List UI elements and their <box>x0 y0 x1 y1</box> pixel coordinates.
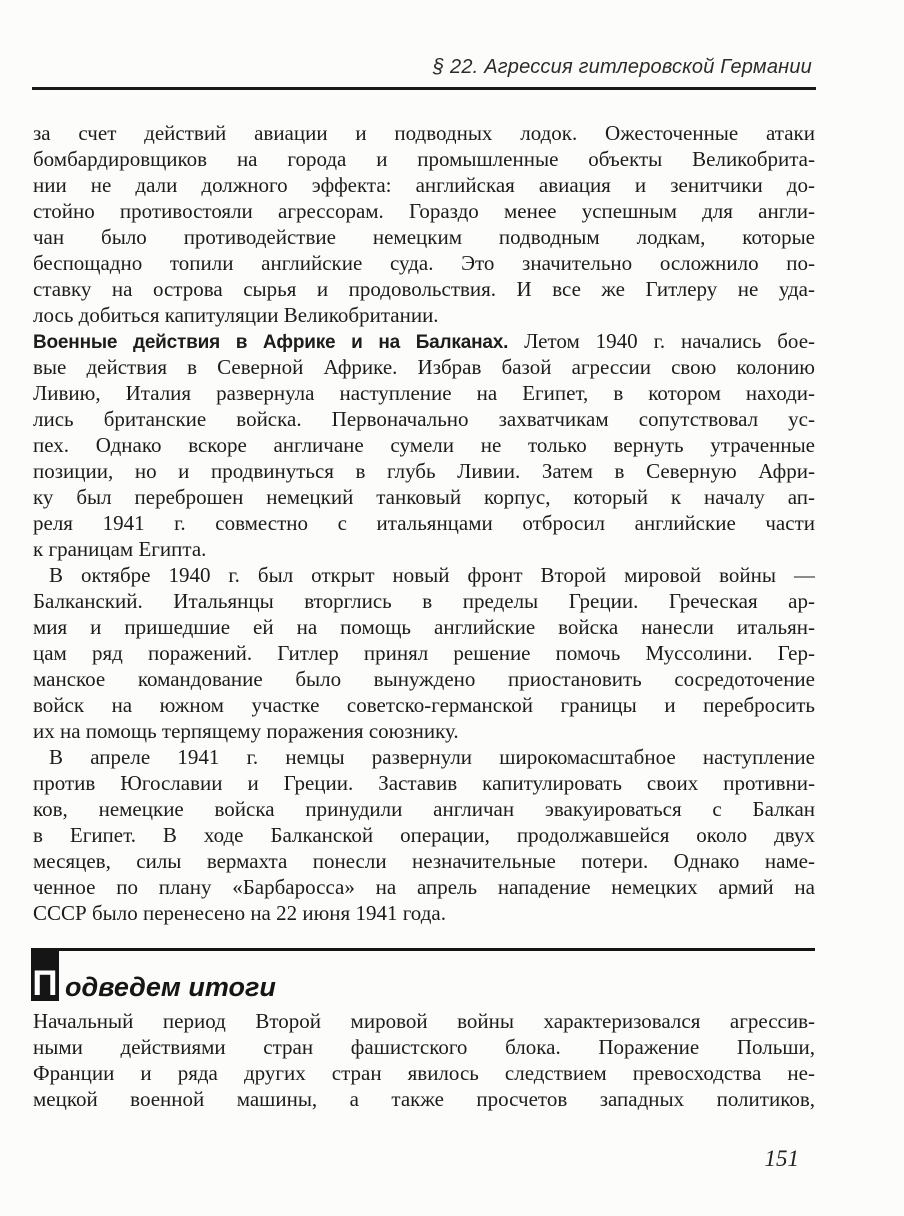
summary-rule <box>31 948 815 951</box>
text-line: месяцев, силы вермахта понесли незначительные потери. Однако наме- <box>33 849 815 873</box>
summary-heading: одведем итоги <box>65 972 276 1002</box>
text-line: ставку на острова сырья и продовольствия. И все же Гитлеру не уда- <box>33 277 815 301</box>
text-line: стойно противостояли агрессорам. Гораздо менее успешным для англи- <box>33 199 815 223</box>
text-line: бомбардировщиков на города и промышленные объекты Великобрита- <box>33 147 815 171</box>
text-line: СССР было перенесено на 22 июня 1941 года. <box>33 901 446 925</box>
text-line: нии не дали должного эффекта: английская авиация и зенитчики до- <box>33 173 815 197</box>
text-line: ченное по плану «Барбаросса» на апрель нападение немецких армий на <box>33 875 815 899</box>
text-line: В октябре 1940 г. был открыт новый фронт Второй мировой войны — <box>49 563 815 587</box>
text-segment: Летом 1940 г. начались бое- <box>524 329 815 353</box>
text-line: вые действия в Северной Африке. Избрав базой агрессии свою колонию <box>33 355 815 379</box>
header-rule <box>32 87 816 90</box>
paragraph-2 <box>33 328 815 562</box>
run-in-subheading: Военные действия в Африке и на Балканах. <box>33 332 509 353</box>
text-line: в Египет. В ходе Балканской операции, продолжавшейся около двух <box>33 823 815 847</box>
text-line: ков, немецкие войска принудили англичан эвакуироваться с Балкан <box>33 797 815 821</box>
body-text <box>33 120 815 926</box>
text-line: ку был переброшен немецкий танковый корпус, который к началу ап- <box>33 485 815 509</box>
text-line: Франции и ряда других стран явилось следствием превосходства не- <box>33 1061 815 1085</box>
text-line: позиции, но и продвинуться в глубь Ливии. Затем в Северную Афри- <box>33 459 815 483</box>
text-line: реля 1941 г. совместно с итальянцами отбросил английские части <box>33 511 815 535</box>
text-line: Ливию, Италия развернула наступление на Египет, в котором находи- <box>33 381 815 405</box>
text-line: к границам Египта. <box>33 537 207 561</box>
text-line: войск на южном участке советско-германской границы и перебросить <box>33 693 815 717</box>
summary-dropcap <box>31 948 59 1001</box>
paragraph-3 <box>33 562 815 744</box>
text-line: Балканский. Итальянцы вторглись в пределы Греции. Греческая ар- <box>33 589 815 613</box>
text-line: ными действиями стран фашистского блока. Поражение Польши, <box>33 1035 815 1059</box>
text-line: мецкой военной машины, а также просчетов западных политиков, <box>33 1087 815 1111</box>
text-line: манское командование было вынуждено приостановить сосредоточение <box>33 667 815 691</box>
text-line: против Югославии и Греции. Заставив капитулировать своих противни- <box>33 771 815 795</box>
text-line: их на помощь терпящему поражения союзнику. <box>33 719 459 743</box>
page-number: 151 <box>764 1146 799 1171</box>
text-line <box>33 328 815 354</box>
running-header: § 22. Агрессия гитлеровской Германии <box>432 56 812 78</box>
paragraph-4 <box>33 744 815 926</box>
text-line: беспощадно топили английские суда. Это значительно осложнило по- <box>33 251 815 275</box>
text-line: В апреле 1941 г. немцы развернули широкомасштабное наступление <box>49 745 815 769</box>
text-line: пех. Однако вскоре англичане сумели не только вернуть утраченные <box>33 433 815 457</box>
dropcap-letter: П <box>32 964 58 1003</box>
text-line: чан было противодействие немецким подводным лодкам, которые <box>33 225 815 249</box>
text-line: мия и пришедшие ей на помощь английские войска нанесли итальян- <box>33 615 815 639</box>
paragraph-1 <box>33 120 815 328</box>
text-line: лись британские войска. Первоначально захватчикам сопутствовал ус- <box>33 407 815 431</box>
text-line: цам ряд поражений. Гитлер принял решение помочь Муссолини. Гер- <box>33 641 815 665</box>
text-line: за счет действий авиации и подводных лодок. Ожесточенные атаки <box>33 121 815 145</box>
text-line: Начальный период Второй мировой войны характеризовался агрессив- <box>33 1009 815 1033</box>
summary-paragraph <box>33 1008 815 1112</box>
text-line: лось добиться капитуляции Великобритании. <box>33 303 439 327</box>
